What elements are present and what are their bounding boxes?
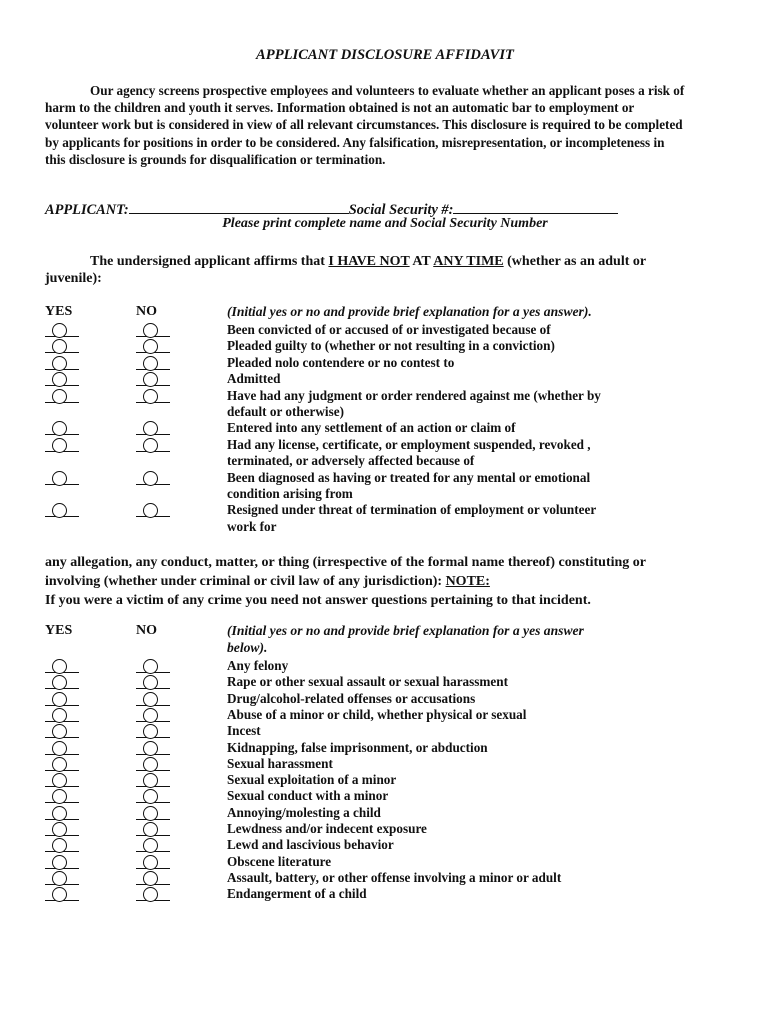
question-text: Admitted <box>227 371 281 387</box>
no-initial-field[interactable] <box>136 773 172 787</box>
yes-initial-field[interactable] <box>45 871 81 885</box>
circle-icon <box>143 692 158 707</box>
yes-initial-field[interactable] <box>45 855 81 869</box>
affirm-have-not: I HAVE NOT <box>328 254 410 269</box>
circle-icon <box>143 356 158 371</box>
allegation-line: any allegation, any conduct, matter, or thing (irrespective of the formal name thereof) constituting or <box>45 555 647 570</box>
no-initial-field[interactable] <box>136 822 172 836</box>
yes-initial-field[interactable] <box>45 692 81 706</box>
no-initial-field[interactable] <box>136 675 172 689</box>
offense-item: Sexual exploitation of a minor <box>227 772 397 788</box>
question-text: Pleaded guilty to (whether or not resulting in a conviction) <box>227 338 555 354</box>
circle-icon <box>52 356 67 371</box>
circle-icon <box>143 773 158 788</box>
offense-item: Endangerment of a child <box>227 886 367 902</box>
offense-item: Annoying/molesting a child <box>227 804 381 820</box>
circle-icon <box>52 773 67 788</box>
yes-initial-field[interactable] <box>45 356 81 370</box>
question-text: Been convicted of or accused of or investigated because of <box>227 322 551 337</box>
print-note: Please print complete name and Social Security Number <box>222 216 548 231</box>
offense-item: Lewd and lascivious behavior <box>227 837 394 853</box>
yes-initial-field[interactable] <box>45 838 81 852</box>
no-column-header: NO <box>136 304 157 319</box>
yes-initial-field[interactable] <box>45 708 81 722</box>
offense-item: Obscene literature <box>227 853 332 869</box>
offense-item: Incest <box>227 723 261 739</box>
circle-icon <box>143 757 158 772</box>
offense-item: Sexual harassment <box>227 755 333 771</box>
no-initial-field[interactable] <box>136 806 172 820</box>
question-text: terminated, or adversely affected because of <box>227 453 475 469</box>
circle-icon <box>52 822 67 837</box>
yes-initial-field[interactable] <box>45 887 81 901</box>
question-text: Pleaded nolo contendere or no contest to <box>227 354 455 370</box>
ssn-field[interactable] <box>453 199 618 214</box>
ssn-label: Social Security #: <box>348 202 454 218</box>
no-initial-field[interactable] <box>136 692 172 706</box>
yes-initial-field[interactable] <box>45 471 81 485</box>
question-text: Entered into any settlement of an action or claim of <box>227 420 516 436</box>
yes-initial-field[interactable] <box>45 757 81 771</box>
offense-item: Lewdness and/or indecent exposure <box>227 821 427 836</box>
circle-icon <box>52 741 67 756</box>
instruction-text: (Initial yes or no and provide brief explanation for a yes answer <box>227 623 584 638</box>
applicant-label: APPLICANT: <box>45 202 129 218</box>
circle-icon <box>143 741 158 756</box>
yes-initial-field[interactable] <box>45 659 81 673</box>
no-initial-field[interactable] <box>136 323 172 337</box>
note-label: NOTE: <box>445 574 490 589</box>
no-initial-field[interactable] <box>136 438 172 452</box>
yes-initial-field[interactable] <box>45 421 81 435</box>
yes-initial-field[interactable] <box>45 822 81 836</box>
yes-initial-field[interactable] <box>45 675 81 689</box>
document-title: APPLICANT DISCLOSURE AFFIDAVIT <box>256 47 514 63</box>
circle-icon <box>52 323 67 338</box>
question-text: Been diagnosed as having or treated for any mental or emotional <box>227 469 591 485</box>
question-text: Have had any judgment or order rendered against me (whether by <box>227 387 601 403</box>
circle-icon <box>52 692 67 707</box>
no-initial-field[interactable] <box>136 855 172 869</box>
instruction-text: below). <box>227 640 268 655</box>
no-initial-field[interactable] <box>136 659 172 673</box>
circle-icon <box>143 708 158 723</box>
yes-initial-field[interactable] <box>45 323 81 337</box>
circle-icon <box>143 471 158 486</box>
offense-item: Sexual conduct with a minor <box>227 788 389 804</box>
circle-icon <box>52 806 67 821</box>
no-initial-field[interactable] <box>136 471 172 485</box>
yes-initial-field[interactable] <box>45 724 81 738</box>
yes-initial-field[interactable] <box>45 372 81 386</box>
no-initial-field[interactable] <box>136 708 172 722</box>
affirm-post: (whether as an adult or <box>503 254 647 269</box>
yes-initial-field[interactable] <box>45 789 81 803</box>
no-initial-field[interactable] <box>136 339 172 353</box>
question-text: Resigned under threat of termination of employment or volunteer <box>227 502 597 518</box>
applicant-name-field[interactable] <box>129 199 349 214</box>
circle-icon <box>52 471 67 486</box>
offense-item: Rape or other sexual assault or sexual harassment <box>227 674 508 690</box>
yes-initial-field[interactable] <box>45 339 81 353</box>
question-text: Had any license, certificate, or employment suspended, revoked , <box>227 436 591 452</box>
offense-item: Any felony <box>227 658 289 673</box>
question-text: work for <box>227 518 277 534</box>
circle-icon <box>52 855 67 870</box>
no-initial-field[interactable] <box>136 389 172 403</box>
yes-initial-field[interactable] <box>45 773 81 787</box>
allegation-line-2 <box>45 572 646 591</box>
circle-icon <box>52 389 67 404</box>
no-initial-field[interactable] <box>136 724 172 738</box>
affirmation-statement <box>45 253 646 287</box>
circle-icon <box>52 659 67 674</box>
question-text: condition arising from <box>227 486 353 501</box>
affirm-mid: AT <box>409 254 434 269</box>
circle-icon <box>143 806 158 821</box>
allegation-line-2-text: involving (whether under criminal or civil law of any jurisdiction): <box>45 574 446 589</box>
circle-icon <box>52 757 67 772</box>
offense-item: Abuse of a minor or child, whether physical or sexual <box>227 706 527 722</box>
no-initial-field[interactable] <box>136 356 172 370</box>
intro-paragraph <box>45 82 735 168</box>
no-initial-field[interactable] <box>136 789 172 803</box>
yes-initial-field[interactable] <box>45 389 81 403</box>
intro-line: Our agency screens prospective employees and volunteers to evaluate whether an applicant poses a risk of <box>90 83 685 98</box>
question-text: default or otherwise) <box>227 404 344 419</box>
yes-initial-field[interactable] <box>45 438 81 452</box>
yes-initial-field[interactable] <box>45 503 81 517</box>
affirm-any-time: ANY TIME <box>433 254 504 269</box>
yes-initial-field[interactable] <box>45 741 81 755</box>
intro-line: harm to the children and youth it serves. Information obtained is not an automatic bar to employment or <box>45 100 635 116</box>
circle-icon <box>143 389 158 404</box>
yes-column-header: YES <box>45 304 73 319</box>
no-initial-field[interactable] <box>136 372 172 386</box>
circle-icon <box>143 659 158 674</box>
no-initial-field[interactable] <box>136 757 172 771</box>
intro-line: volunteer work but is considered in view of all relevant circumstances. This disclosure is required to be completed <box>45 117 683 133</box>
circle-icon <box>143 438 158 453</box>
affirm-pre: The undersigned applicant affirms that <box>90 254 329 269</box>
yes-initial-field[interactable] <box>45 806 81 820</box>
offense-item: Kidnapping, false imprisonment, or abduction <box>227 739 488 755</box>
allegation-paragraph <box>45 553 646 610</box>
no-initial-field[interactable] <box>136 838 172 852</box>
no-initial-field[interactable] <box>136 503 172 517</box>
affirmation-line <box>45 253 646 270</box>
no-initial-field[interactable] <box>136 887 172 901</box>
intro-line: by applicants for positions in order to be considered. Any falsification, misrepresentation, or incompleteness in <box>45 134 665 150</box>
circle-icon <box>143 822 158 837</box>
circle-icon <box>143 323 158 338</box>
yes-column-header: YES <box>45 623 73 638</box>
no-initial-field[interactable] <box>136 871 172 885</box>
no-initial-field[interactable] <box>136 421 172 435</box>
no-column-header: NO <box>136 623 157 638</box>
circle-icon <box>52 871 67 886</box>
circle-icon <box>52 708 67 723</box>
no-initial-field[interactable] <box>136 741 172 755</box>
offense-item: Assault, battery, or other offense involving a minor or adult <box>227 869 562 885</box>
intro-line: this disclosure is grounds for disqualification or termination. <box>45 151 386 167</box>
circle-icon <box>143 871 158 886</box>
circle-icon <box>143 855 158 870</box>
circle-icon <box>52 438 67 453</box>
offense-item: Drug/alcohol-related offenses or accusations <box>227 690 476 706</box>
affirmation-line-2: juvenile): <box>45 271 102 286</box>
instruction-text: (Initial yes or no and provide brief explanation for a yes answer). <box>227 304 592 319</box>
victim-note: If you were a victim of any crime you need not answer questions pertaining to that incident. <box>45 593 591 608</box>
